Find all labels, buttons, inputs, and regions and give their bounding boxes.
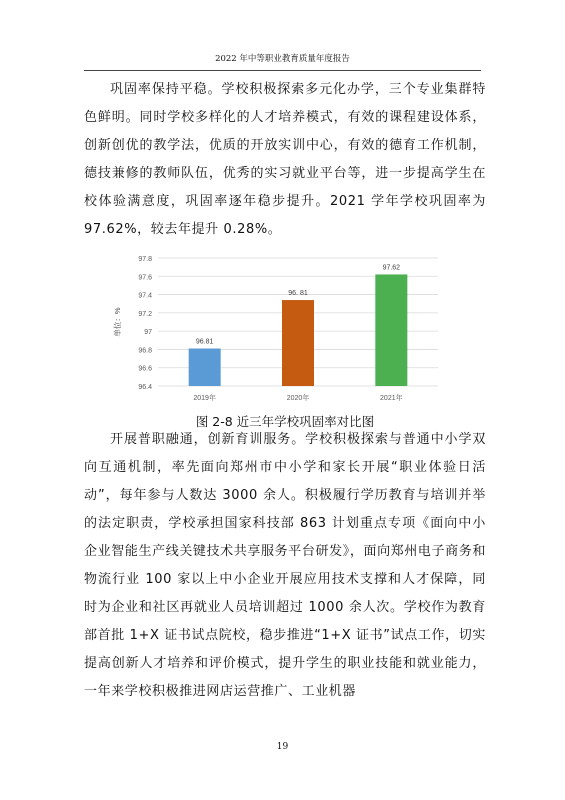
paragraph-retention (84, 76, 486, 244)
paragraph-integration (84, 426, 486, 706)
page-header: 2022 年中等职业教育质量年度报告 (84, 52, 481, 71)
y-tick-label: 96.8 (138, 347, 152, 355)
retention-bar-chart (108, 246, 448, 406)
data-label: 96.81 (195, 338, 214, 346)
y-axis-label: 单位：% (113, 307, 122, 337)
x-tick-label: 2019年 (193, 395, 216, 402)
bar (375, 274, 407, 386)
x-tick-label: 2020年 (286, 395, 310, 402)
figure-caption: 图 2-8 近三年学校巩固率对比图 (195, 414, 375, 429)
page-number: 19 (276, 742, 289, 752)
x-tick-label: 2021年 (380, 395, 403, 402)
data-label: 97.62 (382, 264, 401, 272)
data-label: 96. 81 (288, 290, 308, 298)
y-tick-label: 97.4 (138, 292, 152, 300)
paragraph-text: 巩固率保持平稳。学校积极探索多元化办学，三个专业集群特色鲜明。同时学校多样化的人才培养模式，有效的课程建设体系，创新创优的教学法，优质的开放实训中心，有效的德育工作机制，德技兼修的教师队伍，优秀的实习就业平台等，进一步提高学生在校体验满意度，巩固率逐年稳步提升。2021 学年学校巩固率为 97.62%，较去年提升 0.28%。 (84, 82, 486, 237)
y-tick-label: 96.6 (138, 365, 152, 373)
bar (189, 349, 221, 386)
y-tick-label: 97.6 (138, 274, 152, 282)
y-tick-label: 96.4 (138, 384, 152, 391)
paragraph-text: 开展普职融通，创新育训服务。学校积极探索与普通中小学双向互通机制，率先面向郑州市中小学和家长开展“职业体验日活动”，每年参与人数达 3000 余人。积极履行学历教育与培训并举的法定职责，学校承担国家科技部 863 计划重点专项《面向中小企业智能生产线关键技术共享服务平台研发》，面向郑州电子商务和物流行业 100 家以上中小企业开展应用技术支撑和人才保障，同时为企业和社区再就业人员培训超过 1000 余人次。学校作为教育部首批 1+X 证书试点院校，稳步推进“1+X 证书”试点工作，切实提高创新人才培养和评价模式，提升学生的职业技能和就业能力，一年来学校积极推进网店运营推广、工业机器 (84, 432, 486, 699)
y-tick-label: 97.2 (138, 310, 152, 318)
y-tick-label: 97 (144, 329, 152, 337)
y-tick-label: 97.8 (138, 256, 152, 263)
bar (282, 300, 314, 386)
